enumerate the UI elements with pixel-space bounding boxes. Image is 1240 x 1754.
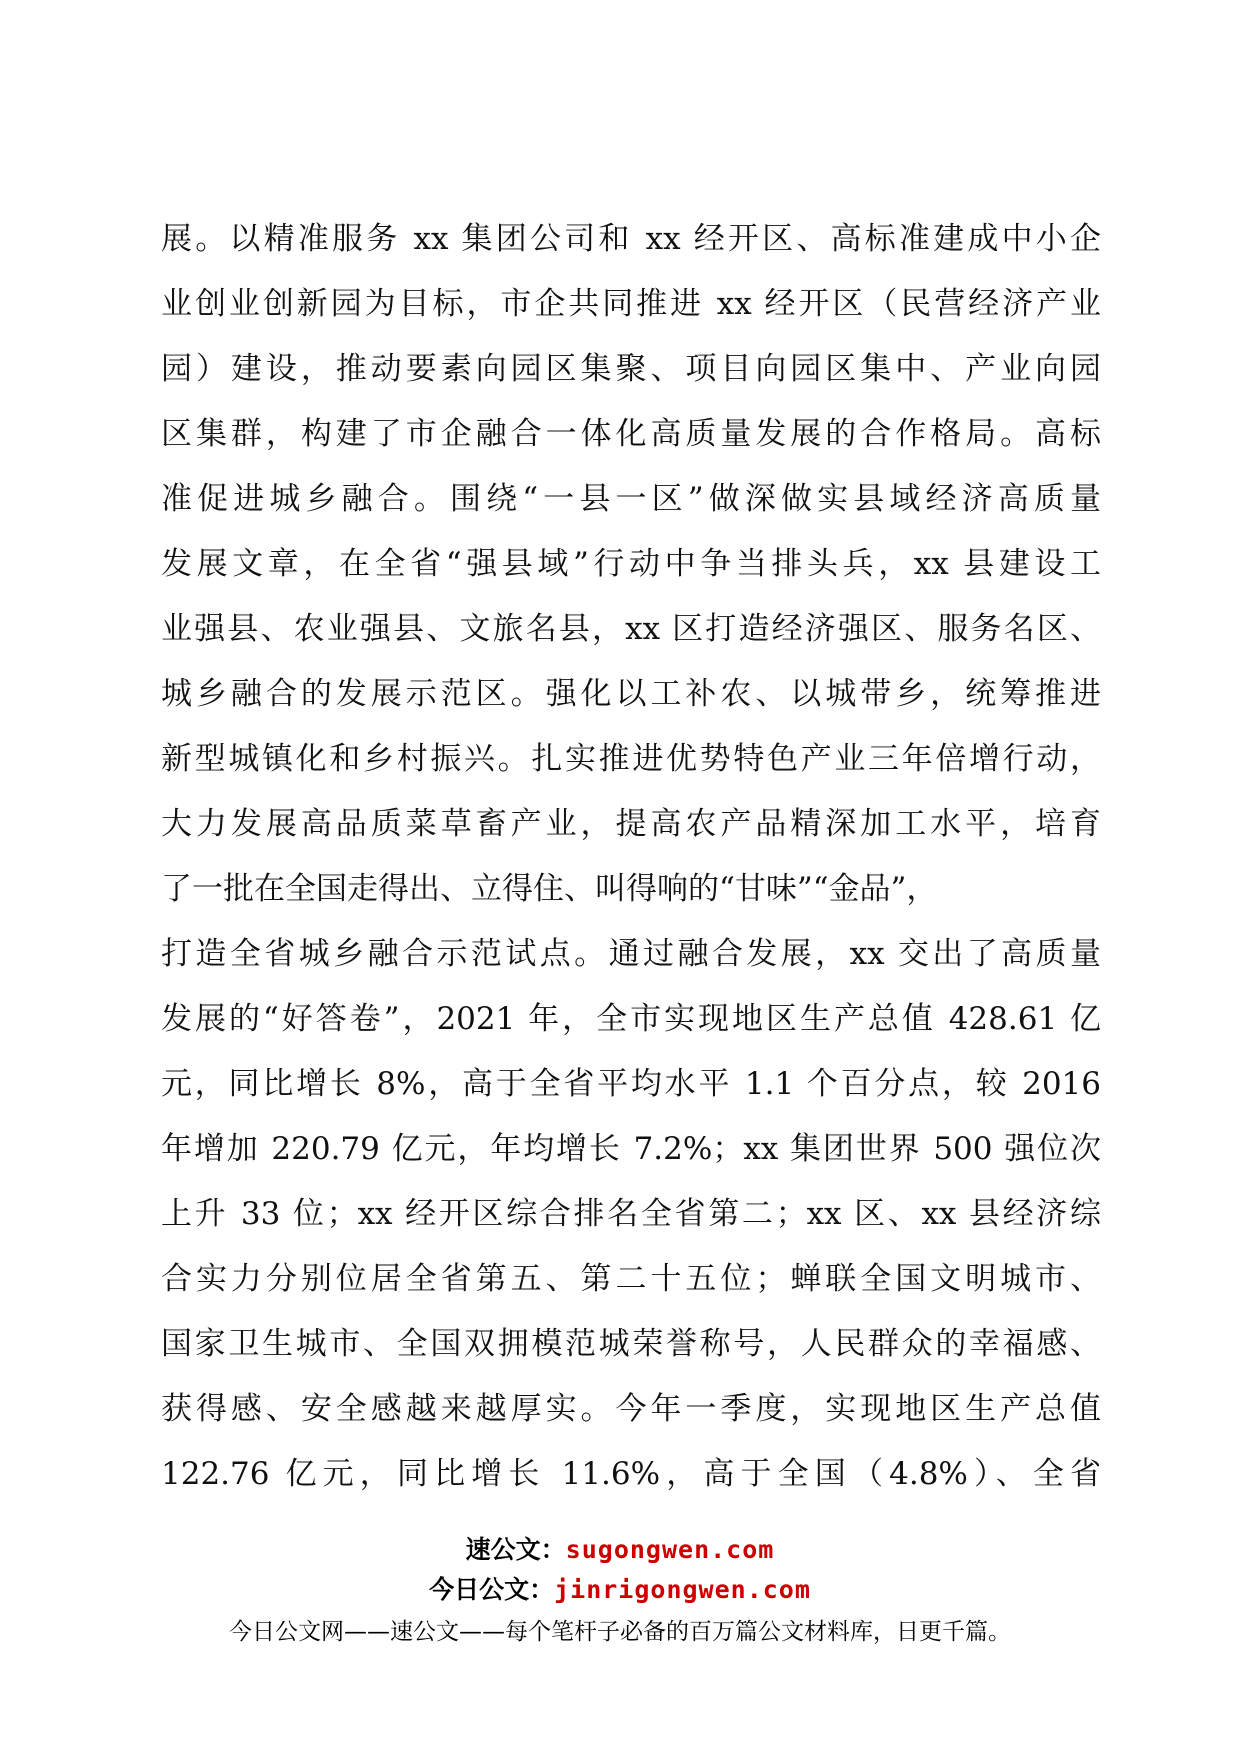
text-line: 国家卫生城市、全国双拥模范城荣誉称号，人民群众的幸福感、 bbox=[161, 1326, 1101, 1362]
text-line: 新型城镇化和乡村振兴。扎实推进优势特色产业三年倍增行动， bbox=[161, 741, 1101, 777]
text-line: 合实力分别位居全省第五、第二十五位；蝉联全国文明城市、 bbox=[161, 1261, 1101, 1297]
sugongwen-link[interactable]: sugongwen.com bbox=[565, 1535, 775, 1564]
footer-jinrigongwen bbox=[0, 1570, 1240, 1610]
text-line: 发展文章，在全省“强县域”行动中争当排头兵，xx 县建设工 bbox=[161, 546, 1101, 582]
text-line: 了一批在全国走得出、立得住、叫得响的“甘味”“金品”， bbox=[161, 871, 938, 907]
body-text bbox=[161, 207, 1101, 1507]
text-line: 城乡融合的发展示范区。强化以工补农、以城带乡，统筹推进 bbox=[161, 676, 1101, 712]
text-line: 打造全省城乡融合示范试点。通过融合发展，xx 交出了高质量 bbox=[161, 936, 1101, 972]
jinrigongwen-label: 今日公文： bbox=[429, 1575, 555, 1604]
sugongwen-label: 速公文： bbox=[465, 1535, 566, 1564]
text-line: 业强县、农业强县、文旅名县，xx 区打造经济强区、服务名区、 bbox=[161, 611, 1101, 647]
jinrigongwen-link[interactable]: jinrigongwen.com bbox=[554, 1575, 811, 1604]
text-line: 元，同比增长 8%，高于全省平均水平 1.1 个百分点，较 2016 bbox=[161, 1066, 1101, 1102]
text-line: 准促进城乡融合。围绕“一县一区”做深做实县域经济高质量 bbox=[161, 481, 1101, 517]
text-line: 园）建设，推动要素向园区集聚、项目向园区集中、产业向园 bbox=[161, 351, 1101, 387]
text-line: 发展的“好答卷”，2021 年，全市实现地区生产总值 428.61 亿 bbox=[161, 1001, 1101, 1037]
text-line: 122.76 亿元，同比增长 11.6%，高于全国（4.8%）、全省 bbox=[161, 1456, 1101, 1492]
text-line: 区集群，构建了市企融合一体化高质量发展的合作格局。高标 bbox=[161, 416, 1101, 452]
text-line: 上升 33 位；xx 经开区综合排名全省第二；xx 区、xx 县经济综 bbox=[161, 1196, 1101, 1232]
footer bbox=[0, 1530, 1240, 1652]
text-line: 大力发展高品质菜草畜产业，提高农产品精深加工水平，培育 bbox=[161, 806, 1101, 842]
footer-tagline: 今日公文网——速公文——每个笔杆子必备的百万篇公文材料库，日更千篇。 bbox=[229, 1619, 1011, 1645]
footer-sugongwen bbox=[0, 1530, 1240, 1570]
text-line: 年增加 220.79 亿元，年均增长 7.2%；xx 集团世界 500 强位次 bbox=[161, 1131, 1101, 1167]
text-line: 展。以精准服务 xx 集团公司和 xx 经开区、高标准建成中小企 bbox=[161, 221, 1101, 257]
text-line: 获得感、安全感越来越厚实。今年一季度，实现地区生产总值 bbox=[161, 1391, 1101, 1427]
text-line: 业创业创新园为目标，市企共同推进 xx 经开区（民营经济产业 bbox=[161, 286, 1101, 322]
